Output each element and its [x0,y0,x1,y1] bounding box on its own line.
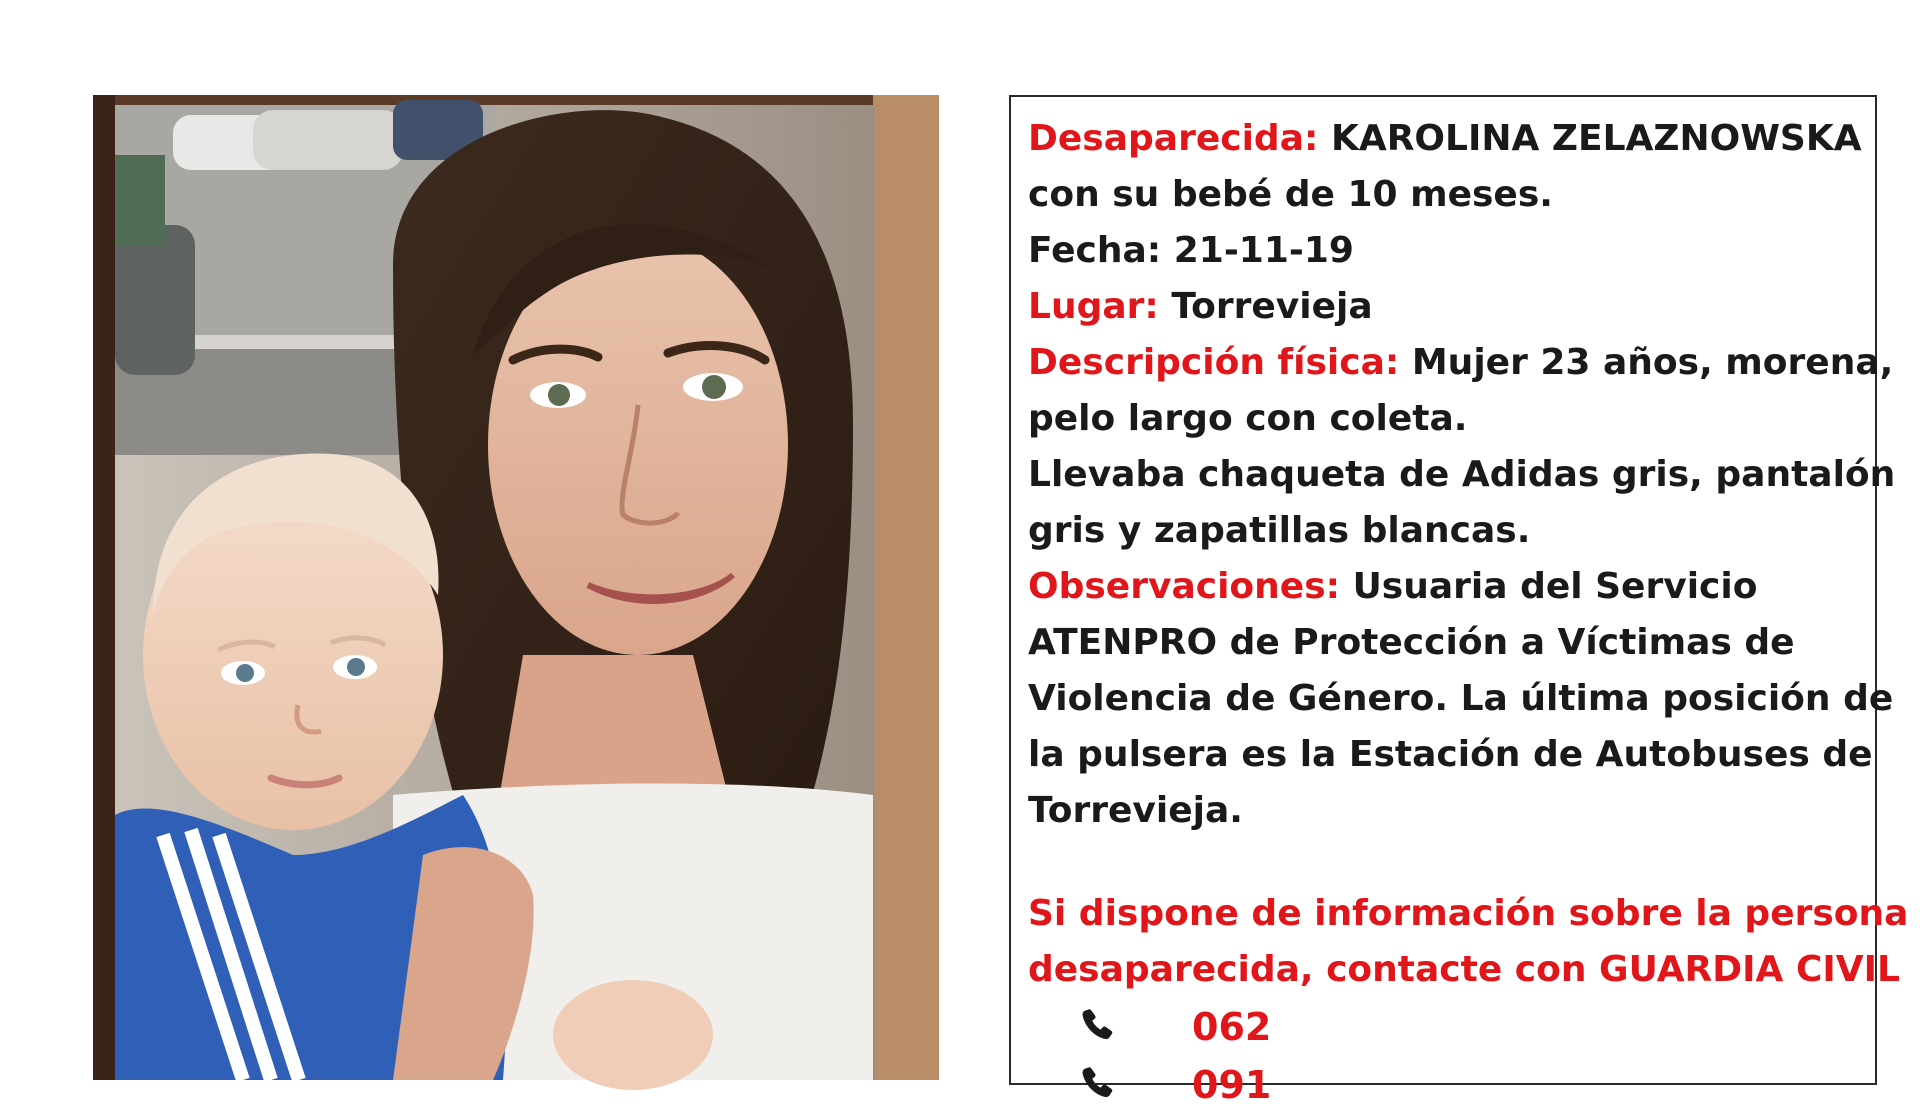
phone-row-1 [1028,998,1875,1056]
spacer [1028,839,1875,886]
description-line-3: Llevaba chaqueta de Adidas gris, pantalón [1028,454,1896,495]
observations-line-5: Torrevieja. [1028,790,1243,831]
missing-name-line [1028,111,1875,167]
description-line-1 [1028,335,1894,391]
observations-value-1: Usuaria del Servicio [1352,566,1758,607]
observations-line-4: la pulsera es la Estación de Autobuses de [1028,734,1873,775]
contact-line-1: Si dispone de información sobre la persona [1028,893,1909,934]
description-line-2: pelo largo con coleta. [1028,398,1468,439]
phone-icon [1076,1005,1120,1049]
missing-name: KAROLINA ZELAZNOWSKA [1330,118,1862,159]
place-label: Lugar: [1028,286,1159,327]
missing-line2: con su bebé de 10 meses. [1028,174,1553,215]
observations-label: Observaciones: [1028,566,1341,607]
description-value-1: Mujer 23 años, morena, [1411,342,1894,383]
phone-number-091[interactable]: 091 [1192,1063,1272,1107]
missing-person-info-box [1009,95,1909,1107]
phone-number-062[interactable]: 062 [1192,1005,1272,1049]
observations-line-2: ATENPRO de Protección a Víctimas de [1028,622,1795,663]
observations-line-3: Violencia de Género. La última posición de [1028,678,1894,719]
phone-row-2 [1028,1056,1875,1114]
description-label: Descripción física: [1028,342,1400,383]
place-line [1028,279,1875,335]
place-value: Torrevieja [1171,286,1373,327]
description-line-4: gris y zapatillas blancas. [1028,510,1531,551]
contact-line-2: desaparecida, contacte con GUARDIA CIVIL [1028,949,1900,990]
missing-person-photo [93,95,939,1080]
phone-icon [1076,1063,1120,1107]
missing-label: Desaparecida: [1028,118,1319,159]
observations-line-1 [1028,559,1875,615]
date-line: Fecha: 21-11-19 [1028,230,1354,271]
